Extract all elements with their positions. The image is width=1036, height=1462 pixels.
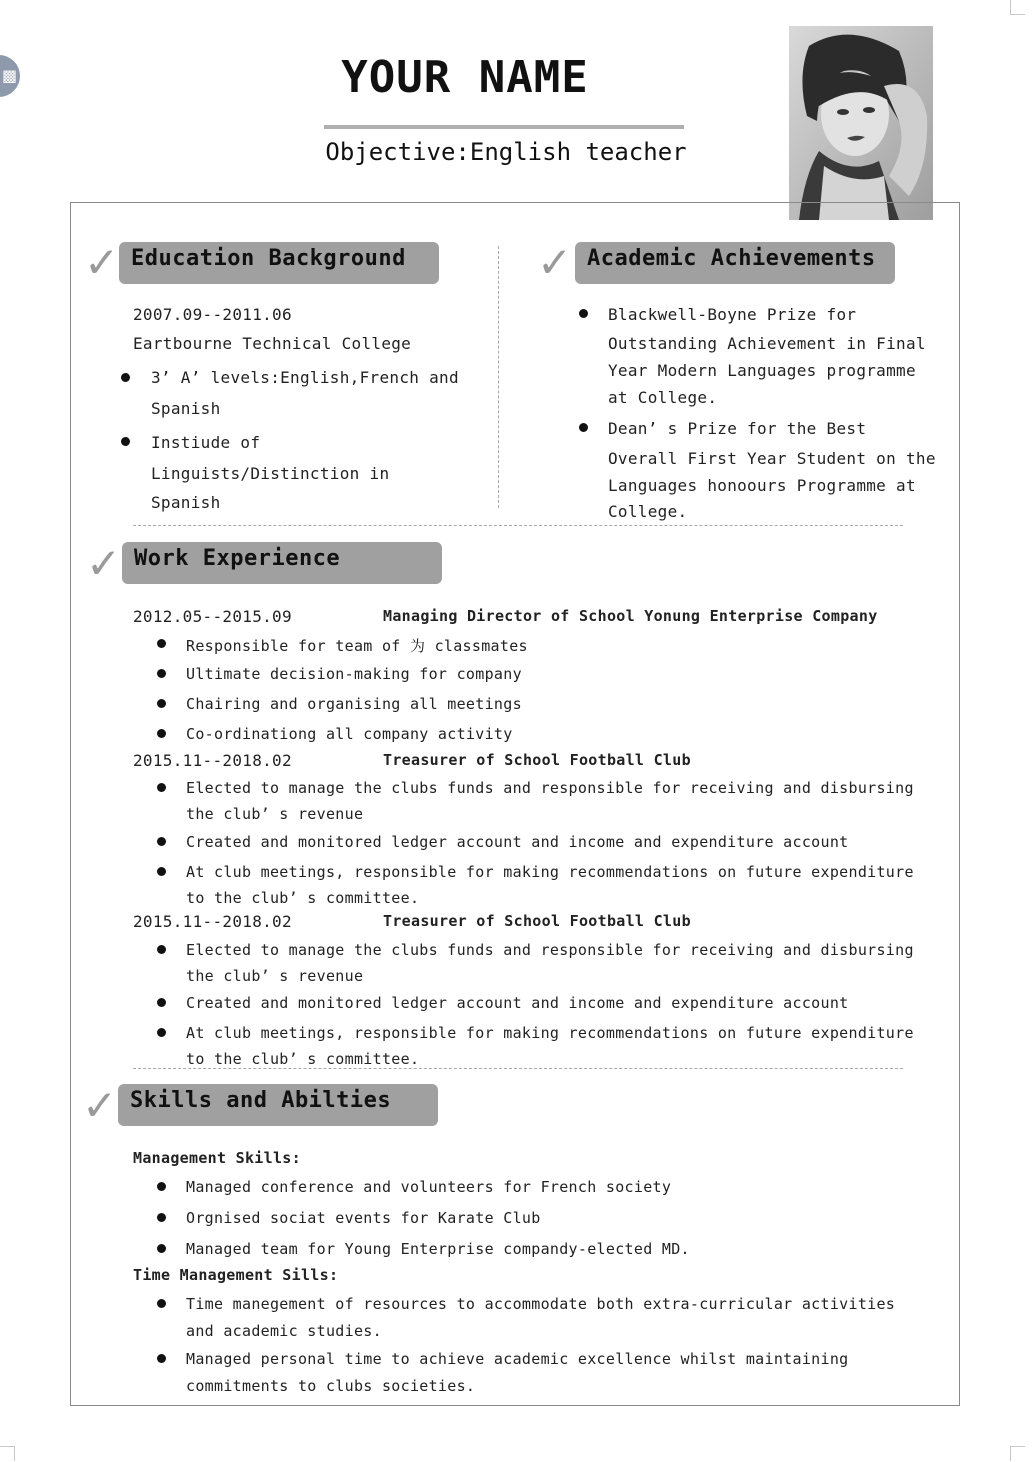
- section-divider: [133, 1068, 903, 1069]
- job-role: Managing Director of School Yonung Enterprise Company: [383, 607, 878, 625]
- job-period: 2012.05--2015.09: [133, 607, 292, 626]
- bullet-dot: [157, 945, 166, 954]
- achievement-bullet-line: Outstanding Achievement in Final: [608, 334, 926, 353]
- job-bullet-line: Responsible for team of 为 classmates: [186, 637, 528, 655]
- bullet-dot: [157, 1244, 166, 1253]
- checkmark-icon: ✓: [537, 238, 573, 287]
- education-bullet-line: Spanish: [151, 493, 221, 512]
- skill-bullet-line: Managed personal time to achieve academic excellence whilst maintaining: [186, 1350, 849, 1368]
- bullet-dot: [157, 998, 166, 1007]
- section-header-work: Work Experience: [122, 542, 442, 584]
- achievement-bullet-line: Year Modern Languages programme: [608, 361, 916, 380]
- page-corner-bottom-left: [0, 1446, 15, 1461]
- bullet-dot: [157, 1028, 166, 1037]
- bullet-dot: [157, 837, 166, 846]
- section-divider: [133, 525, 903, 526]
- section-header-skills: Skills and Abilties: [118, 1084, 438, 1126]
- job-role: Treasurer of School Football Club: [383, 751, 691, 769]
- job-bullet-line: Chairing and organising all meetings: [186, 695, 522, 713]
- bullet-dot: [157, 1182, 166, 1191]
- section-header-achievements: Academic Achievements: [575, 242, 895, 284]
- objective-line: Objective:English teacher: [325, 138, 687, 166]
- resume-name: YOUR NAME: [341, 52, 589, 103]
- bullet-dot: [157, 699, 166, 708]
- bullet-dot: [157, 729, 166, 738]
- column-divider: [498, 246, 499, 508]
- education-school: Eartbourne Technical College: [133, 334, 412, 353]
- job-bullet-line: Co-ordinationg all company activity: [186, 725, 513, 743]
- job-bullet-line: to the club’ s committee.: [186, 889, 420, 907]
- skill-bullet-line: Orgnised sociat events for Karate Club: [186, 1209, 541, 1227]
- achievement-bullet-line: Overall First Year Student on the: [608, 449, 936, 468]
- robot-icon: ▩: [2, 66, 18, 85]
- achievement-bullet-line: Dean’ s Prize for the Best: [608, 419, 867, 438]
- job-role: Treasurer of School Football Club: [383, 912, 691, 930]
- profile-photo: [789, 26, 933, 220]
- skill-bullet-line: Managed conference and volunteers for French society: [186, 1178, 672, 1196]
- portrait-image: [789, 26, 933, 220]
- bullet-dot: [121, 437, 130, 446]
- job-period: 2015.11--2018.02: [133, 912, 292, 931]
- bullet-dot: [157, 1299, 166, 1308]
- achievement-bullet-line: Languages honoours Programme at: [608, 476, 916, 495]
- skill-bullet-line: Time manegement of resources to accommodate both extra-curricular activities: [186, 1295, 896, 1313]
- skill-bullet-line: and academic studies.: [186, 1322, 382, 1340]
- checkmark-icon: ✓: [86, 539, 122, 588]
- page-corner-top-right: [1010, 0, 1025, 15]
- job-bullet-line: Ultimate decision-making for company: [186, 665, 522, 683]
- job-bullet-line: At club meetings, responsible for making recommendations on future expenditure: [186, 1024, 914, 1042]
- bullet-dot: [121, 373, 130, 382]
- job-period: 2015.11--2018.02: [133, 751, 292, 770]
- bullet-dot: [579, 423, 588, 432]
- page-corner-bottom-right: [1010, 1446, 1025, 1461]
- job-bullet-line: to the club’ s committee.: [186, 1050, 420, 1068]
- section-header-education: Education Background: [119, 242, 439, 284]
- job-bullet-line: the club’ s revenue: [186, 967, 364, 985]
- job-bullet-line: the club’ s revenue: [186, 805, 364, 823]
- bullet-dot: [157, 1213, 166, 1222]
- education-bullet-line: Linguists/Distinction in: [151, 464, 390, 483]
- skill-bullet-line: Managed team for Young Enterprise compandy-elected MD.: [186, 1240, 690, 1258]
- skill-bullet-line: commitments to clubs societies.: [186, 1377, 476, 1395]
- job-bullet-line: Created and monitored ledger account and income and expenditure account: [186, 994, 849, 1012]
- education-bullet-line: Spanish: [151, 399, 221, 418]
- bullet-dot: [157, 1354, 166, 1363]
- education-bullet-line: Instiude of: [151, 433, 261, 452]
- job-bullet-line: Elected to manage the clubs funds and responsible for receiving and disbursing: [186, 941, 914, 959]
- bullet-dot: [157, 867, 166, 876]
- skill-group-label: Time Management Sills:: [133, 1266, 339, 1284]
- education-period: 2007.09--2011.06: [133, 305, 292, 324]
- bullet-dot: [157, 669, 166, 678]
- skill-group-label: Management Skills:: [133, 1149, 301, 1167]
- checkmark-icon: ✓: [84, 238, 120, 287]
- achievement-bullet-line: College.: [608, 502, 688, 521]
- job-bullet-line: Elected to manage the clubs funds and responsible for receiving and disbursing: [186, 779, 914, 797]
- education-bullet-line: 3’ A’ levels:English,French and: [151, 368, 459, 387]
- achievement-bullet-line: Blackwell-Boyne Prize for: [608, 305, 857, 324]
- bullet-dot: [579, 309, 588, 318]
- name-underline: [324, 125, 684, 129]
- bullet-dot: [157, 639, 166, 648]
- job-bullet-line: Created and monitored ledger account and income and expenditure account: [186, 833, 849, 851]
- checkmark-icon: ✓: [82, 1081, 118, 1130]
- job-bullet-line: At club meetings, responsible for making recommendations on future expenditure: [186, 863, 914, 881]
- achievement-bullet-line: at College.: [608, 388, 718, 407]
- bullet-dot: [157, 783, 166, 792]
